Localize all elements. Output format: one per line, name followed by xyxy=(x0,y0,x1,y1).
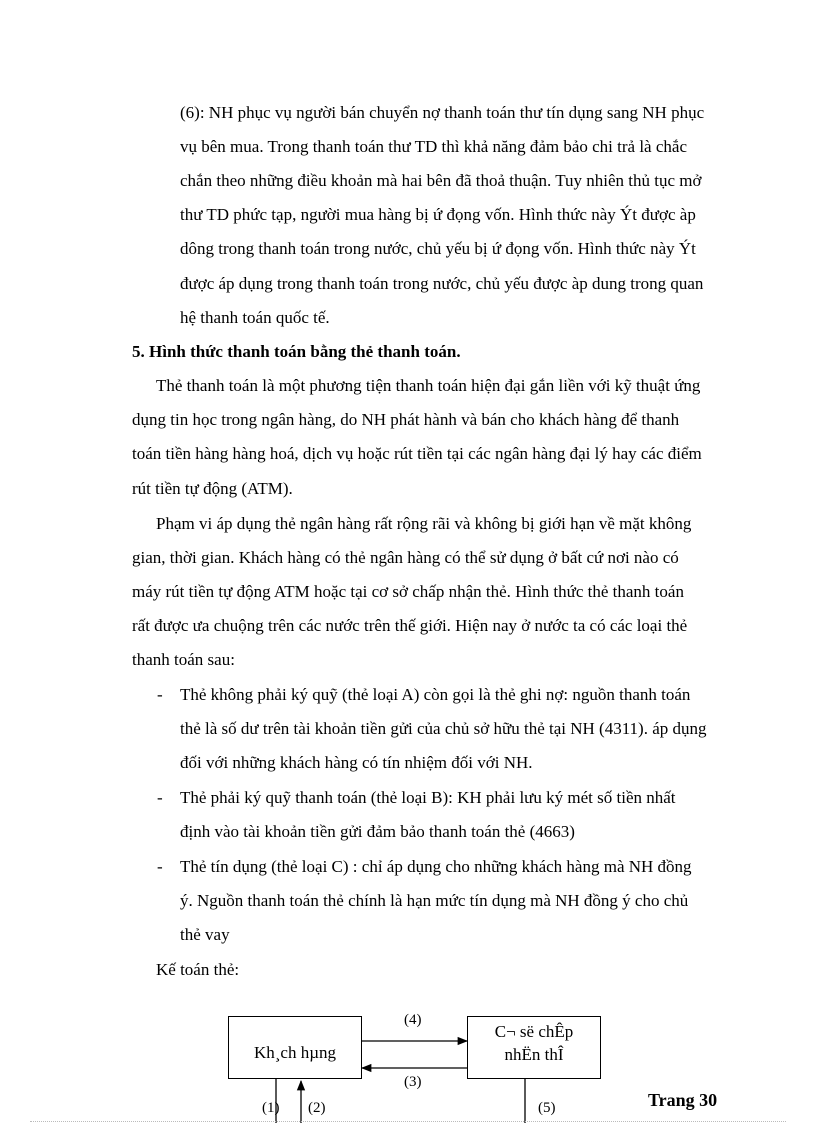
bullet1-line-3: đối với những khách hàng có tín nhiệm đối với NH. xyxy=(180,753,533,772)
para2-line-2: gian, thời gian. Khách hàng có thẻ ngân hàng có thể sử dụng ở bất cứ nơi nào có xyxy=(132,548,679,567)
para1-line-1: Thẻ thanh toán là một phương tiện thanh toán hiện đại gắn liền với kỹ thuật ứng xyxy=(156,376,701,395)
para2-line-5: thanh toán sau: xyxy=(132,650,235,669)
bullet3-line-3: thẻ vay xyxy=(180,925,230,944)
para1-line-4: rút tiền tự động (ATM). xyxy=(132,479,293,498)
label-step-5: (5) xyxy=(538,1100,556,1116)
bullet1-line-2: thẻ là số dư trên tài khoản tiền gửi của chủ sở hữu thẻ tại NH (4311). áp dụng xyxy=(180,719,707,738)
label-step-2: (2) xyxy=(308,1100,326,1116)
section6-line-6: được áp dụng trong thanh toán trong nước, chủ yếu được àp dung trong quan xyxy=(180,274,704,293)
section6-line-1: (6): NH phục vụ người bán chuyển nợ thanh toán thư tín dụng sang NH phục xyxy=(180,103,705,122)
box-merchant-label-2: nhËn thÎ xyxy=(504,1045,564,1064)
section-heading: 5. Hình thức thanh toán bằng thẻ thanh toán. xyxy=(132,342,461,361)
section6-line-2: vụ bên mua. Trong thanh toán thư TD thì khả năng đảm bảo chi trả là chắc xyxy=(180,137,687,156)
bullet3-line-2: ý. Nguồn thanh toán thẻ chính là hạn mức tín dụng mà NH đồng ý cho chủ xyxy=(180,891,689,910)
section6-line-5: dông trong thanh toán trong nước, chủ yếu bị ứ đọng vốn. Hình thức này Ýt xyxy=(180,239,696,258)
bullet2-line-2: định vào tài khoản tiền gửi đảm bảo thanh toán thẻ (4663) xyxy=(180,822,575,841)
bullet3-line-1: Thẻ tín dụng (thẻ loại C) : chỉ áp dụng cho những khách hàng mà NH đồng xyxy=(180,857,692,876)
label-step-4: (4) xyxy=(404,1012,422,1028)
para2-line-4: rất được ưa chuộng trên các nước trên thế giới. Hiện nay ở nước ta có các loại thẻ xyxy=(132,616,688,635)
bullet-marker: - xyxy=(157,788,163,807)
footer-divider xyxy=(30,1121,786,1122)
para2-line-1: Phạm vi áp dụng thẻ ngân hàng rất rộng rãi và không bị giới hạn về mặt không xyxy=(156,514,692,533)
label-step-3: (3) xyxy=(404,1074,422,1090)
bullet1-line-1: Thẻ không phải ký quỹ (thẻ loại A) còn gọi là thẻ ghi nợ: nguồn thanh toán xyxy=(180,685,691,704)
section6-line-7: hệ thanh toán quốc tế. xyxy=(180,308,330,327)
label-step-1: (1) xyxy=(262,1100,280,1116)
box-merchant-label-1: C¬ së chÊp xyxy=(494,1022,574,1041)
para2-line-3: máy rút tiền tự động ATM hoặc tại cơ sở chấp nhận thẻ. Hình thức thẻ thanh toán xyxy=(132,582,684,601)
section6-line-4: thư TD phức tạp, người mua hàng bị ứ đọng vốn. Hình thức này Ýt được àp xyxy=(180,205,696,224)
bullet2-line-1: Thẻ phải ký quỹ thanh toán (thẻ loại B): KH phải lưu ký mét số tiền nhất xyxy=(180,788,676,807)
bullet-marker: - xyxy=(157,685,163,704)
section6-line-3: chắn theo những điều khoản mà hai bên đã thoả thuận. Tuy nhiên thủ tục mở xyxy=(180,171,702,190)
page-number: Trang 30 xyxy=(648,1090,718,1110)
para1-line-2: dụng tin học trong ngân hàng, do NH phát hành và bán cho khách hàng để thanh xyxy=(132,410,680,429)
accounting-label: Kế toán thẻ: xyxy=(156,960,240,979)
box-customer-label: Kh¸ch hµng xyxy=(253,1043,337,1062)
bullet-marker: - xyxy=(157,857,163,876)
para1-line-3: toán tiền hàng hàng hoá, dịch vụ hoặc rút tiền tại các ngân hàng đại lý hay các điểm xyxy=(132,444,702,463)
